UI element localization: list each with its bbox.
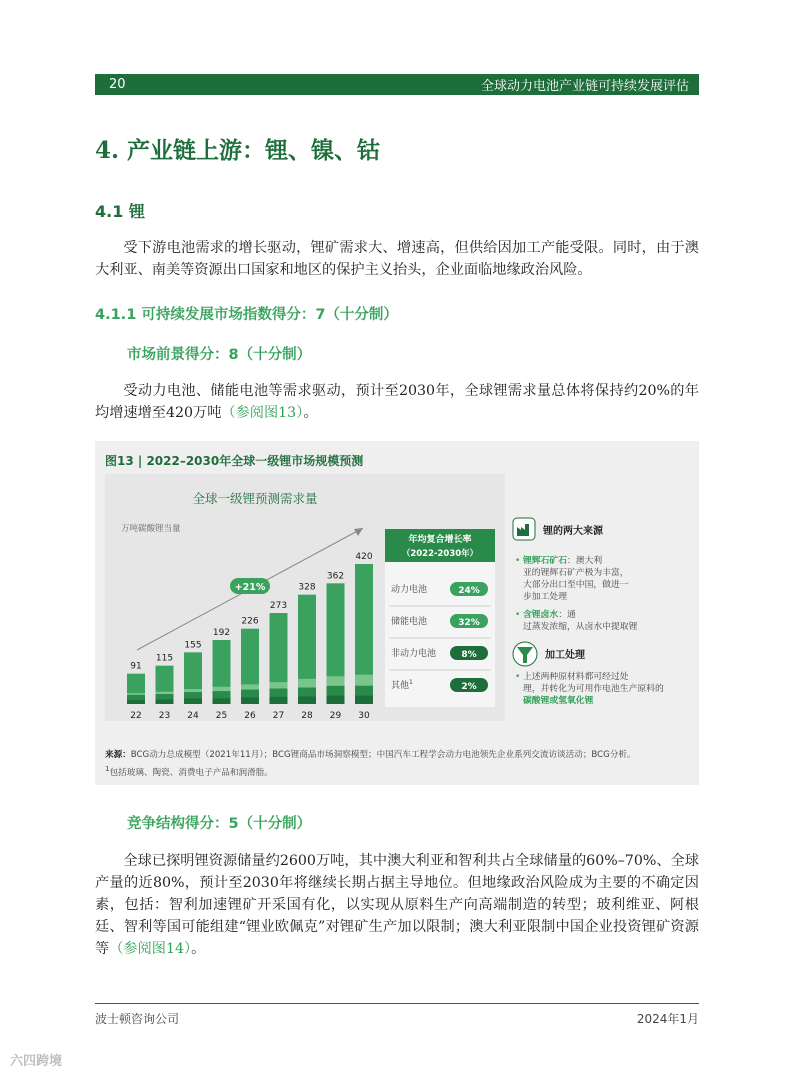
process-line: 理，并转化为可用作电池生产原料的 — [523, 684, 664, 694]
cagr-row-label: 储能电池 — [391, 617, 428, 627]
bar-segment-upper-28 — [298, 679, 316, 688]
bar-segment-base-22 — [127, 700, 145, 704]
bar-segment-lower-25 — [213, 691, 231, 698]
cagr-row-label: 动力电池 — [391, 585, 428, 595]
bar-value-label: 328 — [298, 582, 316, 593]
bar-segment-base-28 — [298, 696, 316, 704]
sources-title: 锂的两大来源 — [543, 526, 603, 537]
bar-value-label: 91 — [130, 661, 142, 672]
market-paragraph-end: 。 — [303, 405, 318, 421]
x-tick-label: 28 — [301, 711, 313, 721]
source-item-line — [523, 608, 576, 620]
growth-badge-label: +21% — [234, 582, 266, 593]
source-item-bold: 锂辉石矿石 — [523, 556, 567, 566]
x-tick-label: 30 — [358, 711, 370, 721]
bar-segment-upper-23 — [156, 692, 174, 694]
cagr-header-line1: 年均复合增长率 — [408, 535, 472, 545]
bar-segment-lower-27 — [270, 689, 288, 697]
footer-rule — [95, 1003, 699, 1004]
factory-icon — [513, 518, 535, 540]
x-tick-label: 25 — [215, 711, 228, 721]
cagr-row-label: 其他$^1$ — [391, 679, 413, 691]
bar-segment-lower-22 — [127, 695, 145, 700]
bar-segment-base-23 — [156, 699, 174, 704]
bar-segment-base-30 — [355, 696, 373, 704]
competition-paragraph-end: 。 — [191, 941, 206, 957]
market-paragraph-text: 受动力电池、储能电池等需求驱动，预计至2030年，全球锂需求量总体将保持约20%的年均增速增至420万吨 — [95, 383, 699, 421]
x-tick-label: 27 — [272, 711, 285, 721]
source-bullet: • — [515, 556, 521, 566]
figure-title: 图13 | 2022–2030年全球一级锂市场规模预测 — [105, 454, 364, 468]
bar-segment-base-29 — [327, 696, 345, 704]
header-bar — [95, 74, 699, 95]
figure13-reference[interactable]: （参阅图13） — [221, 405, 304, 421]
figure14-reference[interactable]: （参阅图14） — [109, 941, 192, 957]
bar-segment-base-25 — [213, 698, 231, 704]
source-item-bold: 含锂卤水 — [523, 610, 559, 620]
bar-value-label: 362 — [326, 571, 345, 582]
process-title: 加工处理 — [545, 650, 585, 661]
bar-value-label: 115 — [155, 653, 174, 664]
x-tick-label: 23 — [158, 711, 171, 721]
bar-segment-upper-25 — [213, 687, 231, 691]
sources-list — [515, 554, 638, 632]
source-item-line: 过蒸发浓缩，从卤水中提取锂 — [523, 622, 638, 632]
source-item-rest: ：通 — [558, 610, 576, 620]
source-item-rest: ：澳大利 — [567, 556, 603, 566]
process-bold: 碳酸锂或氢氧化锂 — [523, 696, 594, 706]
cagr-pill-value: 2% — [461, 682, 477, 692]
competition-paragraph-text: 全球已探明锂资源储量约2600万吨，其中澳大利亚和智利共占全球储量的60%–70%、全球产量的近80%，预计至2030年将继续长期占据主导地位。但地缘政治风险成为主要的不确定因素，包括：智利加速锂矿开采国有化，以实现从原料生产向高端制造的转型；玻利维亚、阿根廷、智利等国可能组建“锂业欧佩克”对锂矿生产加以限制；澳大利亚限制中国企业投资锂矿资源等 — [95, 853, 699, 957]
market-score-heading: 市场前景得分：8（十分制） — [127, 347, 312, 363]
process-line: 上述两种原材料都可经过处 — [523, 672, 629, 682]
bar-segment-upper-26 — [241, 684, 259, 689]
bar-segment-upper-29 — [327, 676, 345, 686]
cagr-pill-value: 8% — [461, 650, 477, 660]
bar-segment-upper-24 — [184, 689, 202, 692]
bar-value-label: 226 — [241, 616, 259, 627]
bar-value-label: 273 — [269, 601, 288, 611]
x-tick-label: 29 — [329, 711, 342, 721]
bar-value-label: 192 — [212, 628, 231, 638]
figure-graphic — [95, 441, 699, 741]
process-bullet: • — [515, 672, 521, 682]
section-heading: 4. 产业链上游：锂、镍、钴 — [95, 137, 381, 164]
bar-segment-lower-24 — [184, 692, 202, 698]
cagr-pill-value: 32% — [458, 618, 480, 628]
x-tick-label: 26 — [244, 711, 256, 721]
bar-segment-upper-22 — [127, 693, 145, 695]
competition-paragraph — [95, 850, 699, 960]
y-axis-label: 万吨碳酸锂当量 — [121, 524, 181, 534]
source-item-line — [522, 554, 602, 566]
bar-segment-upper-30 — [355, 675, 373, 686]
bar-value-label: 155 — [184, 640, 202, 651]
bar-segment-upper-27 — [270, 682, 288, 688]
footnote-marker: 1 — [105, 764, 110, 773]
source-item-line: 大部分出口至中国，做进一 — [523, 580, 629, 590]
cagr-pill-value: 24% — [458, 586, 480, 596]
footer-date: 2024年1月 — [636, 1012, 699, 1026]
source-label: 来源： — [105, 750, 131, 760]
index-score-heading: 4.1.1 可持续发展市场指数得分：7（十分制） — [95, 307, 398, 323]
lithium-sources-panel — [513, 518, 664, 706]
figure-source — [105, 749, 690, 780]
process-text — [515, 670, 664, 706]
cagr-row-label: 非动力电池 — [391, 649, 437, 659]
x-tick-label: 24 — [187, 711, 199, 721]
bar-segment-base-27 — [270, 697, 288, 704]
bar-segment-base-26 — [241, 697, 259, 704]
competition-score-heading: 竞争结构得分：5（十分制） — [127, 816, 312, 832]
x-tick-label: 22 — [130, 711, 142, 721]
footnote-text: 包括玻璃、陶瓷、消费电子产品和润滑脂。 — [109, 767, 273, 778]
bar-segment-base-24 — [184, 698, 202, 704]
document-title: 全球动力电池产业链可持续发展评估 — [480, 79, 689, 94]
source-item-line: 步加工处理 — [523, 592, 567, 602]
footer-company: 波士顿咨询公司 — [95, 1012, 180, 1026]
page-number: 20 — [109, 77, 126, 92]
source-note: BCG动力总成模型（2021年11月）；BCG锂商品市场洞察模型；中国汽车工程学会动力电池领先企业系列交流访谈活动；BCG分析。 — [130, 750, 636, 760]
intro-paragraph: 受下游电池需求的增长驱动，锂矿需求大、增速高，但供给因加工产能受限。同时，由于澳大利亚、南美等资源出口国家和地区的保护主义抬头，企业面临地缘政治风险。 — [95, 240, 699, 278]
source-bullet: • — [515, 610, 521, 620]
cagr-row-sup: 1 — [409, 679, 413, 686]
bar-value-label: 420 — [355, 552, 373, 562]
cagr-panel — [385, 529, 495, 707]
bar-segment-lower-30 — [355, 686, 373, 696]
cagr-header-line2: （2022-2030年） — [401, 549, 479, 559]
chart-title: 全球一级锂预测需求量 — [192, 491, 318, 506]
bar-segment-lower-26 — [241, 690, 259, 698]
bar-segment-lower-28 — [298, 688, 316, 697]
bar-segment-lower-23 — [156, 694, 174, 699]
market-paragraph — [95, 380, 699, 424]
watermark: 六四跨境 — [10, 1054, 63, 1069]
bar-segment-lower-29 — [327, 686, 345, 696]
subsection-heading: 4.1 锂 — [95, 202, 145, 221]
source-item-line: 亚的锂辉石矿产极为丰富， — [523, 568, 629, 578]
figure-13 — [95, 441, 699, 785]
